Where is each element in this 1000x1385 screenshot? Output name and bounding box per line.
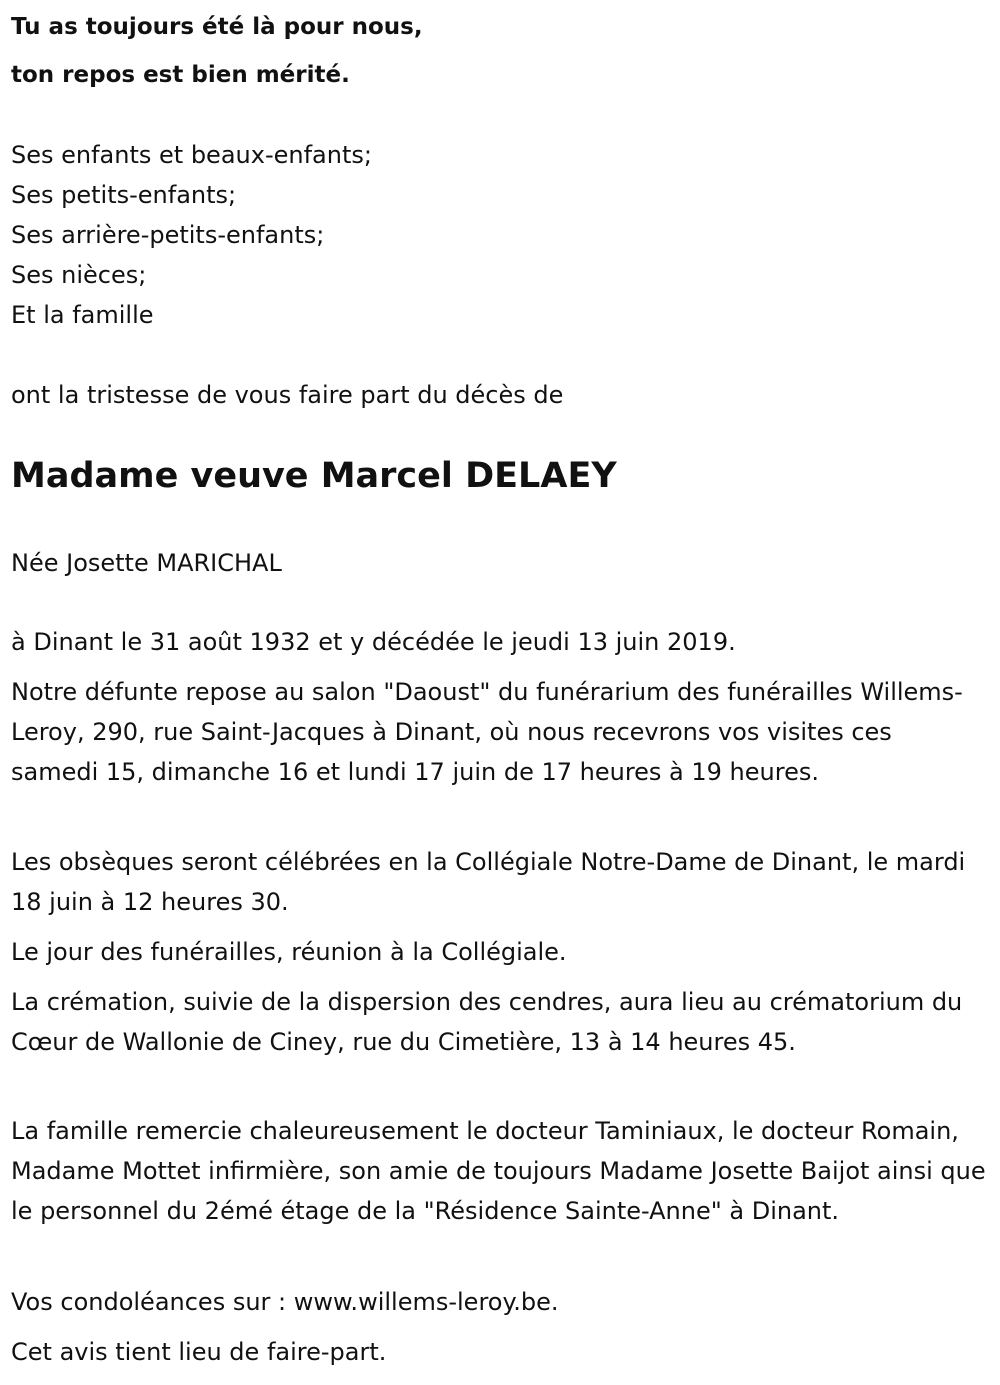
- deceased-name: Madame veuve Marcel DELAEY: [11, 456, 617, 496]
- family-item: Ses arrière-petits-enfants;: [11, 221, 325, 249]
- meeting-paragraph: Le jour des funérailles, réunion à la Collégiale.: [11, 938, 567, 966]
- visitation-paragraph: Notre défunte repose au salon "Daoust" du funérarium des funérailles Willems-Leroy, 290, rue Saint-Jacques à Dinant, où nous recevrons vos visites ces samedi 15, dimanche 16 et lundi 17 juin de 17 heures à 19 heures.: [11, 678, 963, 786]
- maiden-name: Née Josette MARICHAL: [11, 549, 282, 577]
- funeral-paragraph: Les obsèques seront célébrées en la Collégiale Notre-Dame de Dinant, le mardi 18 juin à 12 heures 30.: [11, 848, 966, 916]
- cremation-paragraph: La crémation, suivie de la dispersion des cendres, aura lieu au crématorium du Cœur de Wallonie de Ciney, rue du Cimetière, 13 à 14 heures 45.: [11, 988, 963, 1056]
- family-item: Ses nièces;: [11, 261, 147, 289]
- family-item: Ses petits-enfants;: [11, 181, 237, 209]
- notice-paragraph: Cet avis tient lieu de faire-part.: [11, 1338, 387, 1366]
- announcement-text: ont la tristesse de vous faire part du décès de: [11, 381, 564, 409]
- birth-death-paragraph: à Dinant le 31 août 1932 et y décédée le jeudi 13 juin 2019.: [11, 628, 736, 656]
- thanks-paragraph: La famille remercie chaleureusement le docteur Taminiaux, le docteur Romain, Madame Mottet infirmière, son amie de toujours Madame Josette Baijot ainsi que le personnel du 2émé étage de la "Résidence Sainte-Anne" à Dinant.: [11, 1117, 986, 1225]
- epitaph-line-1: Tu as toujours été là pour nous,: [11, 14, 423, 40]
- family-item: Et la famille: [11, 301, 154, 329]
- condolences-paragraph: Vos condoléances sur : www.willems-leroy.be.: [11, 1288, 559, 1316]
- family-item: Ses enfants et beaux-enfants;: [11, 141, 372, 169]
- epitaph-line-2: ton repos est bien mérité.: [11, 62, 350, 88]
